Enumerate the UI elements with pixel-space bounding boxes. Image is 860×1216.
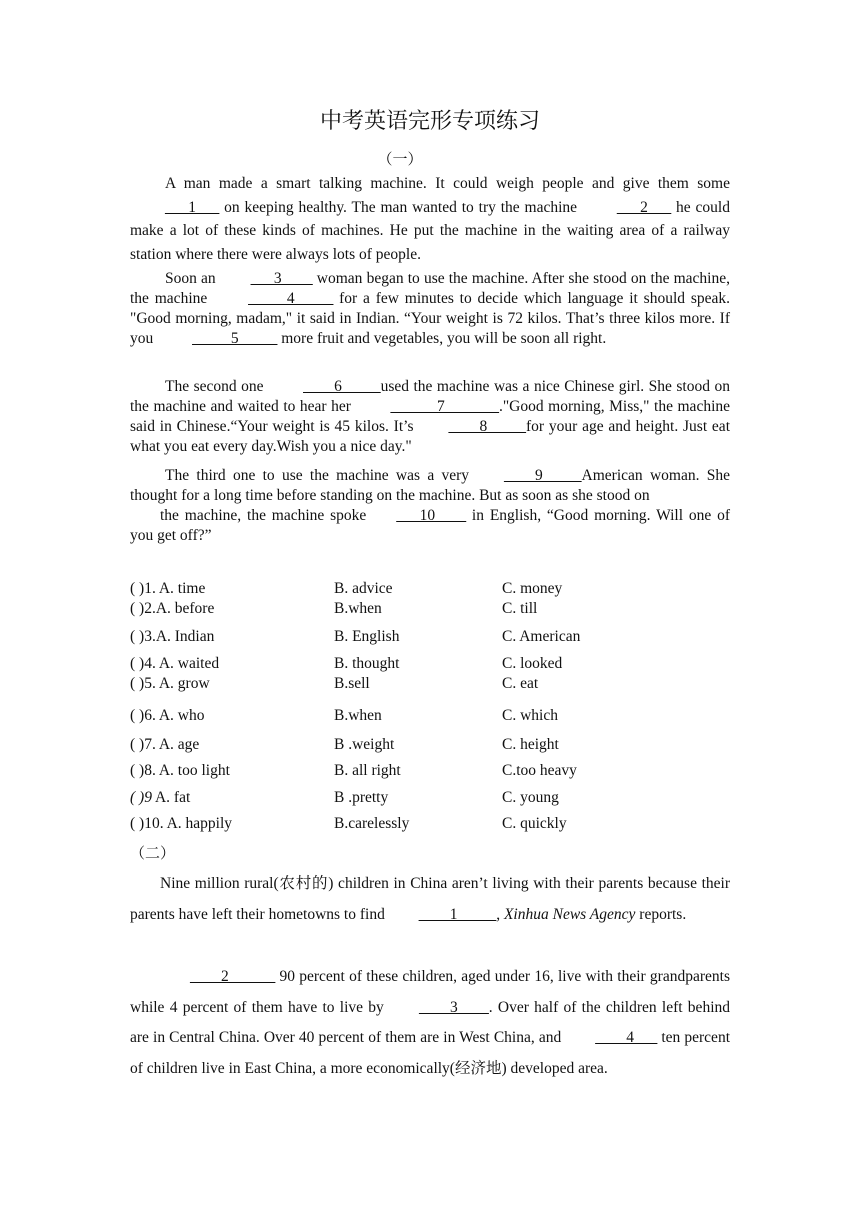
blank-7[interactable]: ______7_______ xyxy=(390,398,499,415)
question-option-a[interactable]: ( )8. A. too light xyxy=(130,762,230,779)
question-option-b[interactable]: B .weight xyxy=(334,736,395,753)
text: Soon an xyxy=(165,270,216,287)
question-option-b[interactable]: B.when xyxy=(334,600,382,617)
text: . Over half of the children left behind are in Central China. Over 40 percent of them are in West China, and xyxy=(130,998,730,1046)
text: used the machine was a nice Chinese girl. She stood on the machine and waited to hear her xyxy=(130,378,730,415)
text: ."Good morning, Miss," the machine said in Chinese.“Your weight is 45 kilos. It’s xyxy=(130,398,731,435)
text: 90 percent of these children, aged under 16, live with their grandparents while 4 percent of them have to live by xyxy=(130,968,730,1016)
question-option-b[interactable]: B. English xyxy=(334,628,400,645)
question-option-c[interactable]: C. looked xyxy=(502,655,563,672)
question-option-b[interactable]: B.sell xyxy=(334,675,370,692)
question-option-a[interactable]: ( )6. A. who xyxy=(130,707,205,724)
text: for a few minutes to decide which language it should speak. "Good morning, madam," it said in Indian. “Your weight is 72 kilos. That’s three kilos more. If you xyxy=(130,290,730,347)
question-option-c[interactable]: C. eat xyxy=(502,675,539,692)
question-option-b[interactable]: B. advice xyxy=(334,580,393,597)
question-option-b[interactable]: B.carelessly xyxy=(334,815,410,832)
passage-2-paragraph-1 xyxy=(130,869,730,930)
blank-3[interactable]: ___3____ xyxy=(250,270,313,287)
text: A man made a smart talking machine. It could weigh people and give them some xyxy=(165,175,730,192)
blank-8[interactable]: ____8_____ xyxy=(448,418,526,435)
text: more fruit and vegetables, you will be soon all right. xyxy=(277,330,607,347)
question-row xyxy=(130,655,730,675)
text: The third one to use the machine was a very xyxy=(165,467,470,484)
question-option-a[interactable]: ( )4. A. waited xyxy=(130,655,220,672)
text: , xyxy=(496,905,504,923)
blank-9[interactable]: ____9_____ xyxy=(504,467,582,484)
passage-1-paragraph-3 xyxy=(130,377,730,457)
blank-5[interactable]: _____5_____ xyxy=(192,330,278,347)
question-option-c[interactable]: C. quickly xyxy=(502,815,567,832)
question-row xyxy=(130,707,730,727)
text: The second one xyxy=(165,378,269,395)
text: American woman. She thought for a long time before standing on the machine. But as soon as she stood on xyxy=(130,467,730,504)
question-option-c[interactable]: C. height xyxy=(502,736,559,753)
blank-2[interactable]: ___2___ xyxy=(616,198,672,216)
question-number: ( )9 xyxy=(130,789,152,806)
question-row xyxy=(130,815,730,835)
question-option-c[interactable]: C. which xyxy=(502,707,558,724)
page-title: 中考英语完形专项练习 xyxy=(319,108,540,133)
blank-4[interactable]: _____4_____ xyxy=(248,290,334,307)
question-row xyxy=(130,789,730,809)
question-option-c[interactable]: C. young xyxy=(502,789,559,806)
text: Nine million rural(农村的) children in China aren’t living with their parents because their parents have left their hometowns to find xyxy=(130,875,730,923)
question-option-a[interactable]: ( )1. A. time xyxy=(130,580,206,597)
text: he could make a lot of these kinds of machines. He put the machine in the waiting area of a railway station where there were always lots of people. xyxy=(130,198,730,263)
question-option-b[interactable]: B. all right xyxy=(334,762,401,779)
question-option-a[interactable]: ( )10. A. happily xyxy=(130,815,233,832)
question-option-b[interactable]: B .pretty xyxy=(334,789,389,806)
question-row xyxy=(130,580,730,600)
text: in English, “Good morning. Will one of you get off?” xyxy=(130,507,730,544)
text: reports. xyxy=(635,905,687,923)
question-option-c[interactable]: C. till xyxy=(502,600,538,617)
passage-1-paragraph-1 xyxy=(130,172,730,266)
passage-1-paragraph-2 xyxy=(130,269,730,349)
blank-2[interactable]: ____2______ xyxy=(190,968,276,985)
question-option-c[interactable]: C.too heavy xyxy=(502,762,577,779)
question-row xyxy=(130,762,730,782)
question-option-a[interactable] xyxy=(130,789,190,807)
question-option-b[interactable]: B. thought xyxy=(334,655,400,672)
blank-1[interactable]: ____1_____ xyxy=(418,905,497,923)
text: on keeping healthy. The man wanted to try the machine xyxy=(219,198,582,216)
blank-6[interactable]: ____6_____ xyxy=(303,378,381,395)
blank-3[interactable]: ____3____ xyxy=(419,998,489,1016)
question-option-c[interactable]: C. American xyxy=(502,628,581,645)
question-row xyxy=(130,628,730,648)
news-source: Xinhua News Agency xyxy=(503,905,636,923)
option-text: A. fat xyxy=(151,789,191,806)
text: for your age and height. Just eat what you eat every day.Wish you a nice day." xyxy=(130,418,730,455)
section-1-label: （一） xyxy=(377,152,423,168)
blank-1[interactable]: ___1___ xyxy=(165,198,220,216)
passage-1-paragraph-4 xyxy=(130,466,730,546)
section-2-label: （二） xyxy=(130,846,176,862)
question-row xyxy=(130,675,730,695)
blank-10[interactable]: ___10____ xyxy=(396,507,467,524)
text: woman began to use the machine. After she stood on the machine, the machine xyxy=(130,270,730,307)
question-option-a[interactable]: ( )2.A. before xyxy=(130,600,215,617)
question-option-c[interactable]: C. money xyxy=(502,580,563,597)
question-option-a[interactable]: ( )3.A. Indian xyxy=(130,628,215,645)
question-option-a[interactable]: ( )5. A. grow xyxy=(130,675,210,692)
question-option-a[interactable]: ( )7. A. age xyxy=(130,736,200,753)
text: ten percent of children live in East China, a more economically(经济地) developed area. xyxy=(130,1029,730,1077)
blank-4[interactable]: ____4___ xyxy=(595,1029,658,1046)
text: the machine, the machine spoke xyxy=(160,507,367,524)
passage-2-paragraph-2 xyxy=(130,962,730,1084)
question-row xyxy=(130,600,730,620)
question-row xyxy=(130,736,730,756)
question-option-b[interactable]: B.when xyxy=(334,707,382,724)
